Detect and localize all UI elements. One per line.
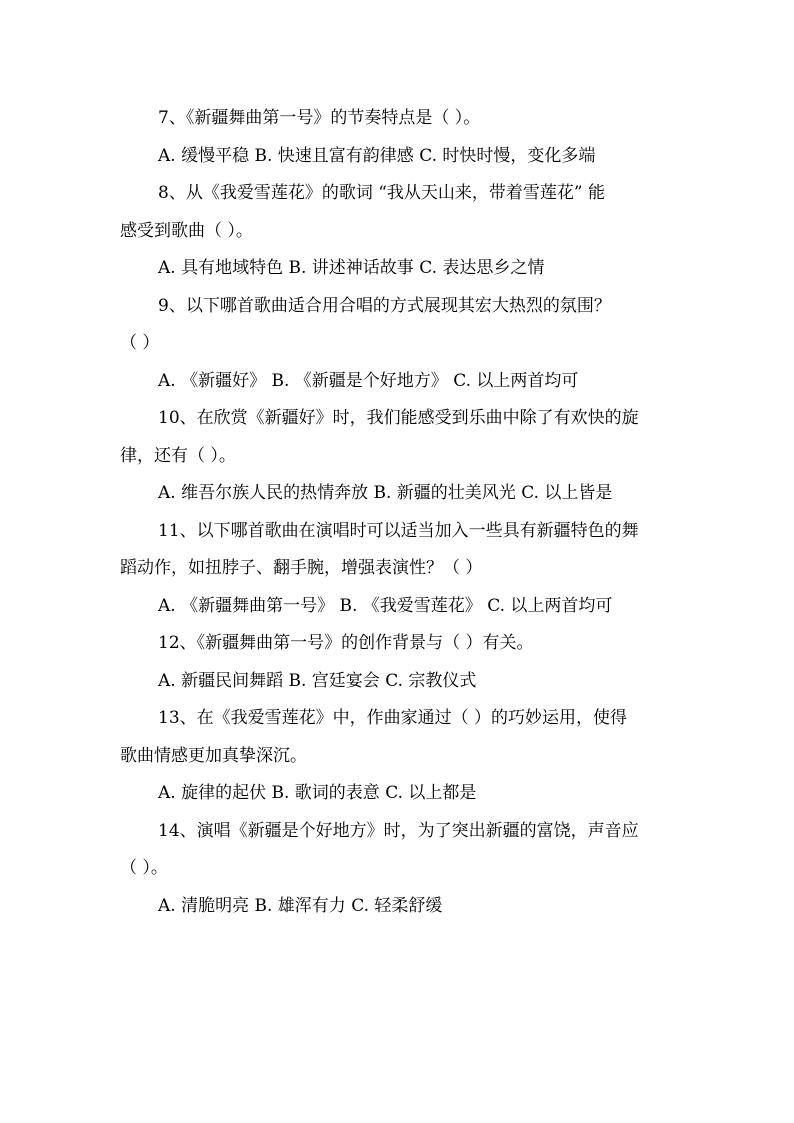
- question-8-options: A. 具有地域特色 B. 讲述神话故事 C. 表达思乡之情: [158, 258, 545, 278]
- question-10-text-cont: 律，还有（ ）。: [120, 445, 236, 466]
- question-11-text-cont: 蹈动作，如扭脖子、翻手腕，增强表演性？（ ）: [120, 558, 483, 578]
- question-9-text-cont: （ ）: [120, 333, 160, 353]
- question-7-options: A. 缓慢平稳 B. 快速且富有韵律感 C. 时快时慢，变化多端: [158, 145, 596, 166]
- question-10-text: 10、在欣赏《新疆好》时，我们能感受到乐曲中除了有欢快的旋: [158, 408, 639, 428]
- question-list: [120, 100, 680, 925]
- question-14-text: 14、演唱《新疆是个好地方》时，为了突出新疆的富饶，声音应: [158, 820, 639, 841]
- question-8-text: 8、从《我爱雪莲花》的歌词 “我从天山来，带着雪莲花” 能: [158, 183, 606, 203]
- question-14-text-cont: （ ）。: [120, 858, 168, 878]
- question-13-text-cont: 歌曲情感更加真挚深沉。: [120, 745, 307, 766]
- question-12-options: A. 新疆民间舞蹈 B. 宫廷宴会 C. 宗教仪式: [158, 670, 477, 691]
- question-8-text-cont: 感受到歌曲（ ）。: [120, 220, 253, 241]
- question-12-text: 12、《新疆舞曲第一号》的创作背景与（ ）有关。: [158, 633, 534, 653]
- question-9-text: 9、以下哪首歌曲适合用合唱的方式展现其宏大热烈的氛围？: [158, 295, 611, 316]
- question-11-text: 11、以下哪首歌曲在演唱时可以适当加入一些具有新疆特色的舞: [158, 520, 639, 541]
- question-11-options: A. 《新疆舞曲第一号》 B. 《我爱雪莲花》 C. 以上两首均可: [158, 595, 613, 616]
- question-14-options: A. 清脆明亮 B. 雄浑有力 C. 轻柔舒缓: [158, 895, 443, 916]
- question-7-text: 7、《新疆舞曲第一号》的节奏特点是（ ）。: [158, 108, 481, 128]
- question-10-options: A. 维吾尔族人民的热情奔放 B. 新疆的壮美风光 C. 以上皆是: [158, 483, 613, 503]
- question-9-options: A. 《新疆好》 B. 《新疆是个好地方》 C. 以上两首均可: [158, 370, 579, 391]
- question-13-text: 13、在《我爱雪莲花》中，作曲家通过（ ）的巧妙运用，使得: [158, 708, 628, 728]
- question-13-options: A. 旋律的起伏 B. 歌词的表意 C. 以上都是: [158, 783, 477, 803]
